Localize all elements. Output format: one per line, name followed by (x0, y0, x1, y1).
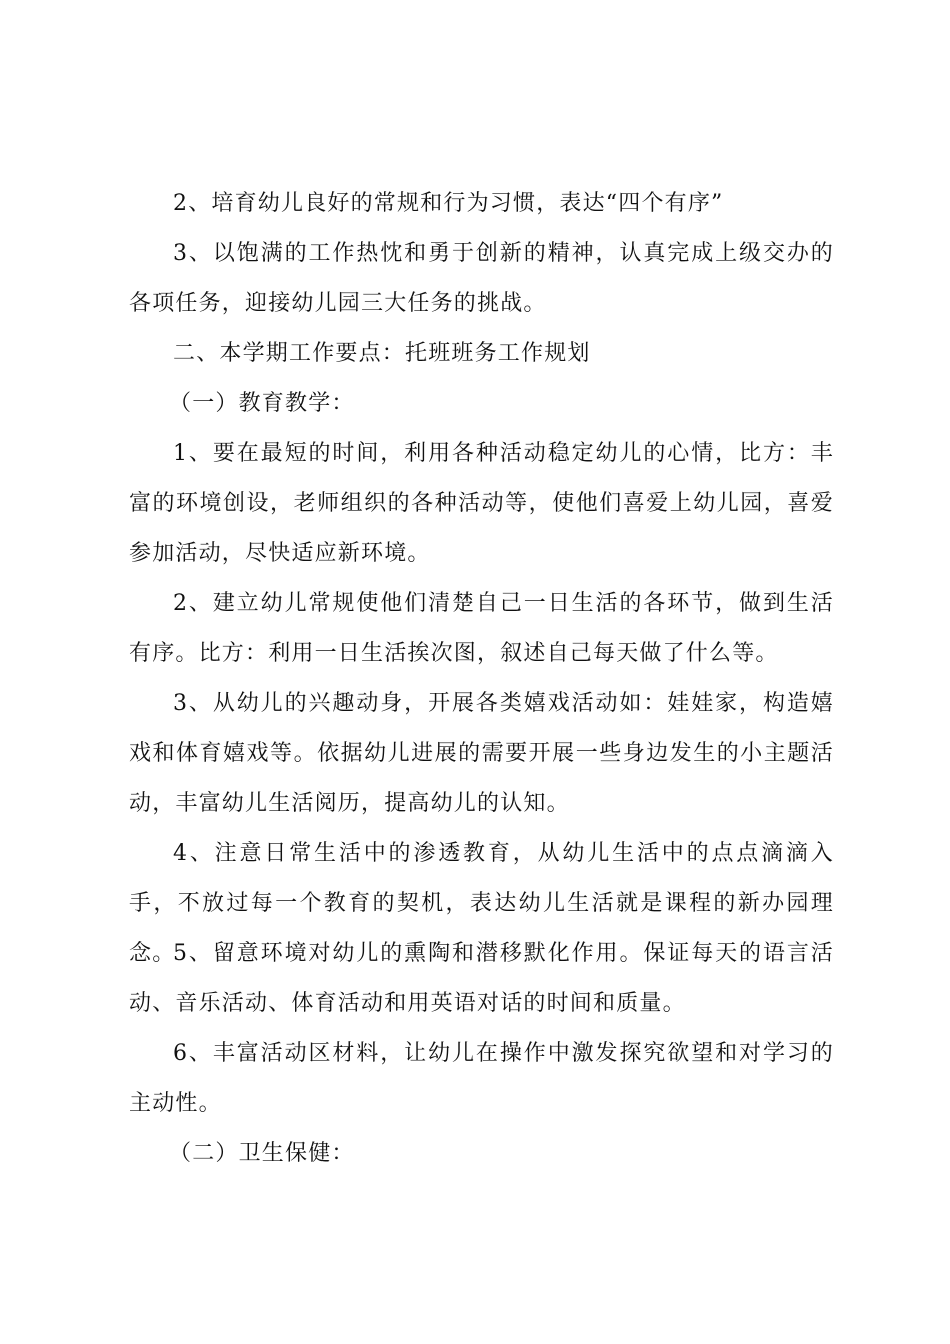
paragraph-goal-2: 2、培育幼儿良好的常规和行为习惯，表达“四个有序” (173, 191, 724, 216)
paragraph-education-4: 4、注意日常生活中的渗透教育，从幼儿生活中的点点滴滴入手，不放过每一个教育的契机，表达幼儿生活就是课程的新办园理念。 (129, 841, 834, 966)
subsection-heading-health: （二）卫生保健： (169, 1141, 355, 1166)
paragraph-education-2: 2、建立幼儿常规使他们清楚自己一日生活的各环节，做到生活有序。比方：利用一日生活挨次图，叙述自己每天做了什么等。 (129, 591, 834, 666)
paragraph-education-3: 3、从幼儿的兴趣动身，开展各类嬉戏活动如：娃娃家，构造嬉戏和体育嬉戏等。依据幼儿进展的需要开展一些身边发生的小主题活动，丰富幼儿生活阅历，提高幼儿的认知。 (129, 691, 834, 816)
subsection-heading-education: （一）教育教学： (169, 391, 355, 416)
paragraph-goal-3: 3、以饱满的工作热忱和勇于创新的精神，认真完成上级交办的各项任务，迎接幼儿园三大任务的挑战。 (129, 241, 834, 316)
paragraph-education-1: 1、要在最短的时间，利用各种活动稳定幼儿的心情，比方：丰富的环境创设，老师组织的各种活动等，使他们喜爱上幼儿园，喜爱参加活动，尽快适应新环境。 (129, 441, 834, 566)
section-heading-work-points: 二、本学期工作要点：托班班务工作规划 (173, 341, 591, 366)
paragraph-education-6: 6、丰富活动区材料，让幼儿在操作中激发探究欲望和对学习的主动性。 (129, 1041, 834, 1116)
paragraph-education-5: 5、留意环境对幼儿的熏陶和潜移默化作用。保证每天的语言活动、音乐活动、体育活动和用英语对话的时间和质量。 (129, 941, 834, 1016)
